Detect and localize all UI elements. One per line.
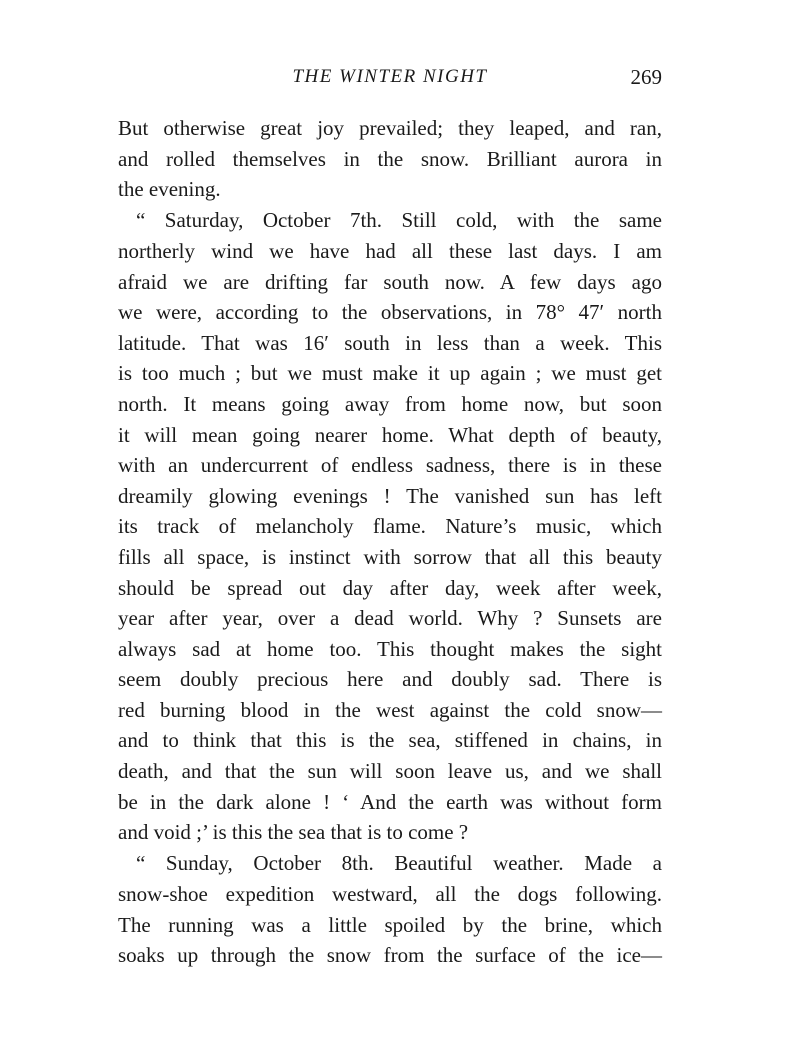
text-line: red burning blood in the west against the cold snow— bbox=[118, 697, 662, 722]
text-line: snow-shoe expedition westward, all the dogs following. bbox=[118, 882, 662, 907]
text-line: The running was a little spoiled by the brine, which bbox=[118, 912, 662, 937]
text-line: its track of melancholy flame. Nature’s music, which bbox=[118, 514, 662, 539]
text-line: it will mean going nearer home. What depth of beauty, bbox=[118, 422, 662, 447]
text-line: we were, according to the observations, in 78° 47′ north bbox=[118, 300, 662, 325]
text-line: death, and that the sun will soon leave us, and we shall bbox=[118, 759, 662, 784]
running-head bbox=[118, 62, 662, 92]
text-line: with an undercurrent of endless sadness, there is in these bbox=[118, 453, 662, 478]
text-line: should be spread out day after day, week after week, bbox=[118, 575, 662, 600]
text-line: northerly wind we have had all these last days. I am bbox=[118, 238, 662, 263]
running-title: THE WINTER NIGHT bbox=[292, 66, 488, 87]
text-line: seem doubly precious here and doubly sad. There is bbox=[118, 667, 662, 692]
text-line: always sad at home too. This thought makes the sight bbox=[118, 636, 662, 661]
paragraph-october-7 bbox=[118, 205, 662, 847]
text-line: fills all space, is instinct with sorrow that all this beauty bbox=[118, 544, 662, 569]
text-line: and void ;’ is this the sea that is to come ? bbox=[118, 820, 469, 845]
text-line: is too much ; but we must make it up again ; we must get bbox=[118, 361, 662, 386]
text-line: afraid we are drifting far south now. A few days ago bbox=[118, 269, 662, 294]
text-line: “ Sunday, October 8th. Beautiful weather. Made a bbox=[136, 851, 662, 876]
body-text bbox=[118, 113, 662, 971]
text-line: north. It means going away from home now, but soon bbox=[118, 391, 662, 416]
text-line: the evening. bbox=[118, 177, 221, 202]
text-line: soaks up through the snow from the surface of the ice— bbox=[118, 943, 662, 968]
text-line: “ Saturday, October 7th. Still cold, with the same bbox=[136, 208, 662, 233]
text-line: be in the dark alone ! ‘ And the earth was without form bbox=[118, 789, 662, 814]
text-line: year after year, over a dead world. Why ? Sunsets are bbox=[118, 606, 662, 631]
paragraph-continuation bbox=[118, 113, 662, 205]
text-line: and rolled themselves in the snow. Brilliant aurora in bbox=[118, 146, 662, 171]
text-line: But otherwise great joy prevailed; they leaped, and ran, bbox=[118, 116, 662, 140]
paragraph-october-8 bbox=[118, 848, 662, 970]
text-line: latitude. That was 16′ south in less than a week. This bbox=[118, 330, 662, 355]
page-number: 269 bbox=[630, 65, 662, 89]
text-line: dreamily glowing evenings ! The vanished sun has left bbox=[118, 483, 662, 508]
text-line: and to think that this is the sea, stiffened in chains, in bbox=[118, 728, 662, 753]
